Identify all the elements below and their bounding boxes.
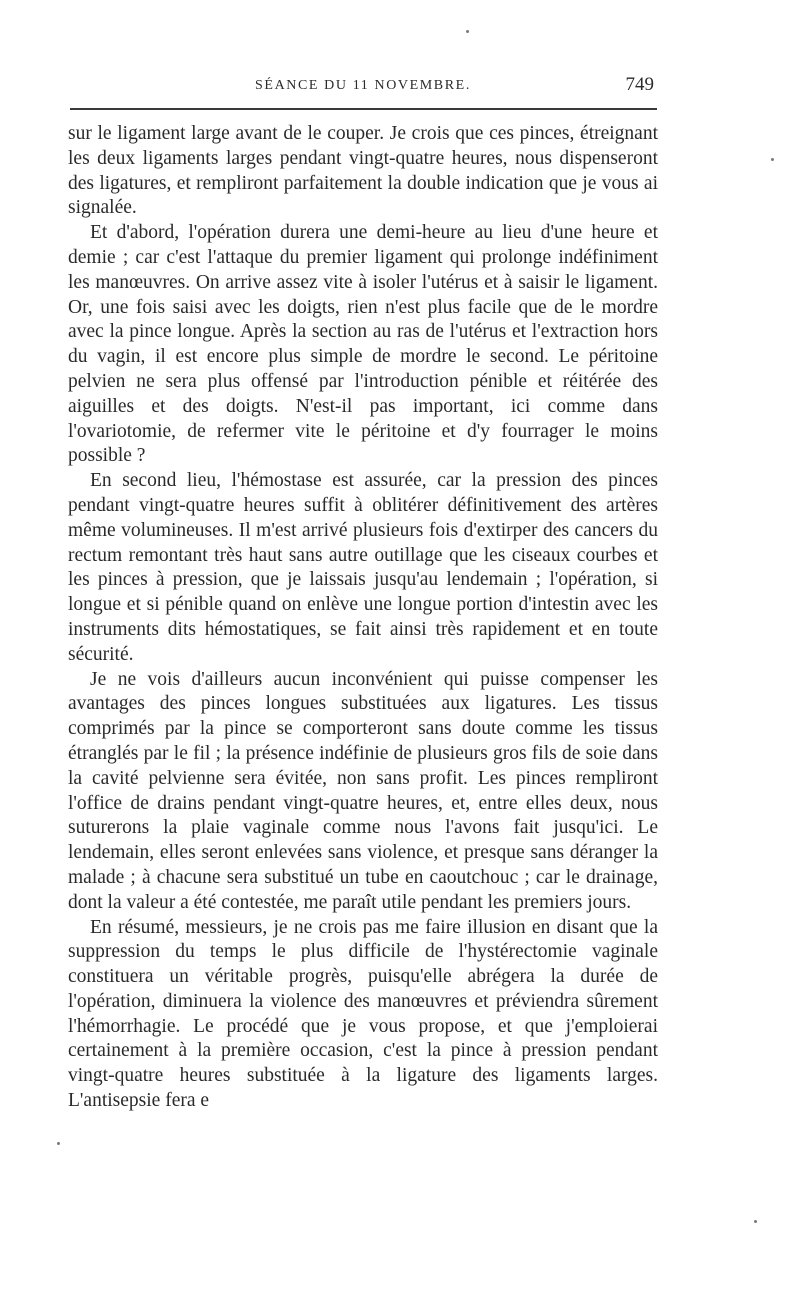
running-title: SÉANCE DU 11 NOVEMBRE. — [255, 78, 471, 93]
paper-speck — [57, 1142, 60, 1145]
paragraph-4: Je ne vois d'ailleurs aucun inconvénient qui puisse compenser les avantages des pinces longues substituées aux ligatures. Les tissus comprimés par la pince se comporteront sans doute comme les tissus étranglés par le fil ; la présence indéfinie de plusieurs gros fils de soie dans la cavité pelvienne sera évitée, non sans profit. Les pinces rempliront l'office de drains pendant vingt-quatre heures, et, entre elles deux, nous suturerons la plaie vaginale comme nous l'avons fait jusqu'ici. Le lendemain, elles seront enlevées sans violence, et presque sans déranger la malade ; à chacune sera substitué un tube en caoutchouc ; car le drainage, dont la valeur a été contestée, me paraît utile pendant les premiers jours. — [68, 668, 658, 913]
paragraph-3: En second lieu, l'hémostase est assurée, car la pression des pinces pendant vingt-quatre heures suffit à oblitérer définitivement des artères même volumineuses. Il m'est arrivé plusieurs fois d'extirper des cancers du rectum remontant très haut sans autre outillage que les ciseaux courbes et les pinces à pression, que je laissais jusqu'au lendemain ; l'opération, si longue et si pénible quand on enlève une longue portion d'intestin avec les instruments dits hémostatiques, se fait ainsi très rapidement et en toute sécurité. — [68, 470, 658, 665]
body-text — [68, 122, 658, 1114]
header-rule — [70, 108, 657, 110]
paragraph-1: sur le ligament large avant de le couper. Je crois que ces pinces, étreignant les deux ligaments larges pendant vingt-quatre heures, nous dispenseront des ligatures, et rempliront parfaitement la double indication que je vous ai signalée. — [68, 123, 658, 219]
paragraph-5: En résumé, messieurs, je ne crois pas me faire illusion en disant que la suppression du temps le plus difficile de l'hystérectomie vaginale constituera un véritable progrès, puisqu'elle abrégera la durée de l'opération, diminuera la violence des manœuvres et préviendra sûrement l'hémorrhagie. Le procédé que je vous propose, et que j'emploierai certainement à la première occasion, c'est la pince à pression pendant vingt-quatre heures substituée à la ligature des ligaments larges. L'antisepsie fera e — [68, 916, 658, 1112]
paragraph-2: Et d'abord, l'opération durera une demi-heure au lieu d'une heure et demie ; car c'est l'attaque du premier ligament qui prolonge indéfiniment les manœuvres. On arrive assez vite à isoler l'utérus et à saisir le ligament. Or, une fois saisi avec les doigts, rien n'est plus facile que de le mordre avec la pince longue. Après la section au ras de l'utérus et l'extraction hors du vagin, il est encore plus simple de mordre le second. Le péritoine pelvien ne sera plus offensé par l'introduction pénible et réitérée des aiguilles et des doigts. N'est-il pas important, ici comme dans l'ovariotomie, de refermer vite le péritoine et d'y fourrager le moins possible ? — [68, 222, 658, 467]
paper-speck — [771, 158, 774, 161]
running-head — [70, 74, 656, 102]
paper-speck — [466, 30, 469, 33]
page-number: 749 — [625, 74, 654, 95]
paper-speck — [754, 1220, 757, 1223]
